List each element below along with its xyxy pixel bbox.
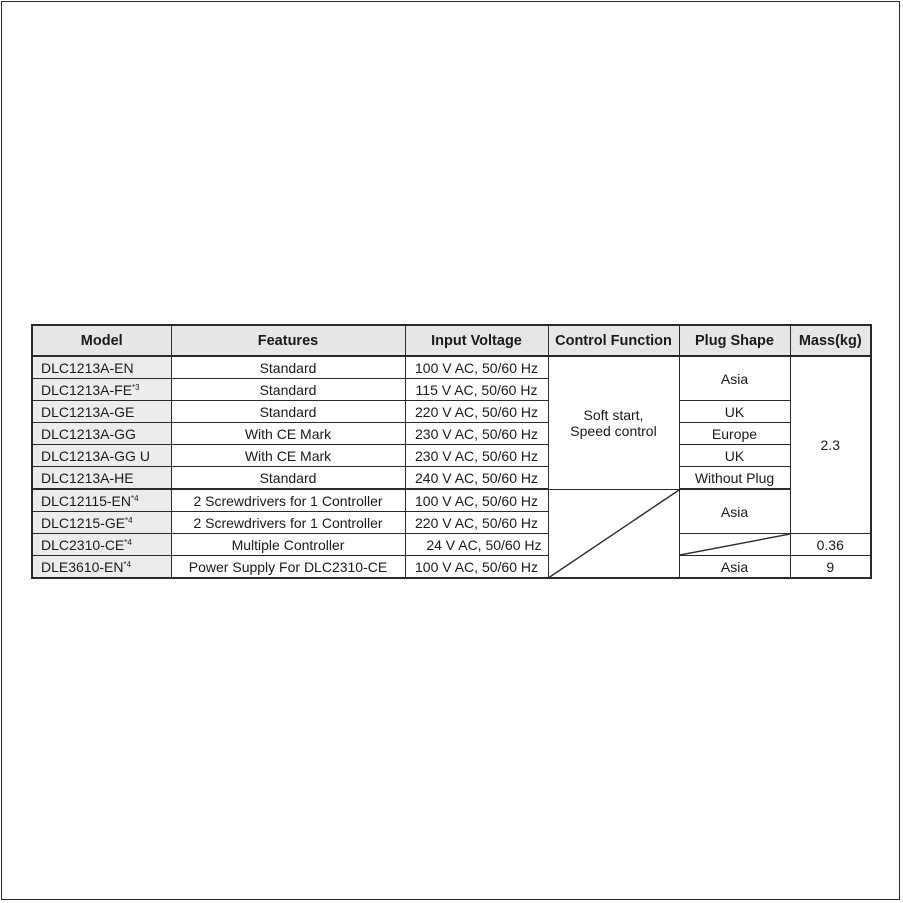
plug-shape-empty-cell bbox=[679, 534, 790, 556]
plug-shape-cell: Asia bbox=[679, 489, 790, 534]
header-input-voltage: Input Voltage bbox=[405, 325, 548, 356]
mass-cell: 9 bbox=[790, 556, 871, 579]
header-features: Features bbox=[171, 325, 405, 356]
mass-cell: 0.36 bbox=[790, 534, 871, 556]
control-function-line1: Soft start, bbox=[583, 406, 644, 423]
voltage-cell: 100 V AC, 50/60 Hz bbox=[405, 489, 548, 512]
voltage-cell: 240 V AC, 50/60 Hz bbox=[405, 467, 548, 490]
table-row bbox=[32, 423, 871, 445]
control-function-cell bbox=[548, 356, 679, 489]
features-cell: Multiple Controller bbox=[171, 534, 405, 556]
model-cell: DLC1213A-GG U bbox=[32, 445, 171, 467]
table-row bbox=[32, 556, 871, 579]
table-row bbox=[32, 356, 871, 379]
model-cell: DLC1215-GE$^{*4}$ bbox=[32, 512, 171, 534]
spec-table bbox=[31, 324, 872, 579]
features-cell: Standard bbox=[171, 401, 405, 423]
features-cell: Standard bbox=[171, 379, 405, 401]
plug-shape-cell: UK bbox=[679, 401, 790, 423]
voltage-cell: 230 V AC, 50/60 Hz bbox=[405, 423, 548, 445]
plug-shape-cell: Asia bbox=[679, 556, 790, 579]
plug-shape-cell: Asia bbox=[679, 356, 790, 401]
voltage-cell: 100 V AC, 50/60 Hz bbox=[405, 556, 548, 579]
features-cell: With CE Mark bbox=[171, 423, 405, 445]
header-plug-shape: Plug Shape bbox=[679, 325, 790, 356]
voltage-cell: 115 V AC, 50/60 Hz bbox=[405, 379, 548, 401]
features-cell: 2 Screwdrivers for 1 Controller bbox=[171, 489, 405, 512]
mass-cell: 2.3 bbox=[790, 356, 871, 534]
model-cell: DLC1213A-EN bbox=[32, 356, 171, 379]
features-cell: With CE Mark bbox=[171, 445, 405, 467]
header-model: Model bbox=[32, 325, 171, 356]
plug-shape-cell: Without Plug bbox=[679, 467, 790, 490]
table-row bbox=[32, 489, 871, 512]
table-row bbox=[32, 534, 871, 556]
header-control-function: Control Function bbox=[548, 325, 679, 356]
table-row bbox=[32, 401, 871, 423]
model-cell: DLE3610-EN$^{*4}$ bbox=[32, 556, 171, 579]
control-function-line2: Speed control bbox=[570, 422, 657, 439]
plug-shape-cell: Europe bbox=[679, 423, 790, 445]
control-function-empty-cell bbox=[548, 489, 679, 578]
voltage-cell: 24 V AC, 50/60 Hz bbox=[405, 534, 548, 556]
voltage-cell: 230 V AC, 50/60 Hz bbox=[405, 445, 548, 467]
voltage-cell: 100 V AC, 50/60 Hz bbox=[405, 356, 548, 379]
model-cell: DLC1213A-GE bbox=[32, 401, 171, 423]
voltage-cell: 220 V AC, 50/60 Hz bbox=[405, 401, 548, 423]
voltage-cell: 220 V AC, 50/60 Hz bbox=[405, 512, 548, 534]
features-cell: Standard bbox=[171, 467, 405, 490]
table-row bbox=[32, 467, 871, 490]
model-cell: DLC2310-CE$^{*4}$ bbox=[32, 534, 171, 556]
table-row bbox=[32, 445, 871, 467]
features-cell: 2 Screwdrivers for 1 Controller bbox=[171, 512, 405, 534]
header-mass: Mass(kg) bbox=[790, 325, 871, 356]
model-cell: DLC1213A-GG bbox=[32, 423, 171, 445]
model-cell: DLC1213A-FE$^{*3}$ bbox=[32, 379, 171, 401]
diagonal-slash-icon bbox=[549, 490, 679, 578]
features-cell: Power Supply For DLC2310-CE bbox=[171, 556, 405, 579]
model-cell: DLC1213A-HE bbox=[32, 467, 171, 490]
diagonal-slash-icon bbox=[680, 534, 790, 555]
model-cell: DLC12115-EN$^{*4}$ bbox=[32, 489, 171, 512]
header-row bbox=[32, 325, 871, 356]
features-cell: Standard bbox=[171, 356, 405, 379]
plug-shape-cell: UK bbox=[679, 445, 790, 467]
